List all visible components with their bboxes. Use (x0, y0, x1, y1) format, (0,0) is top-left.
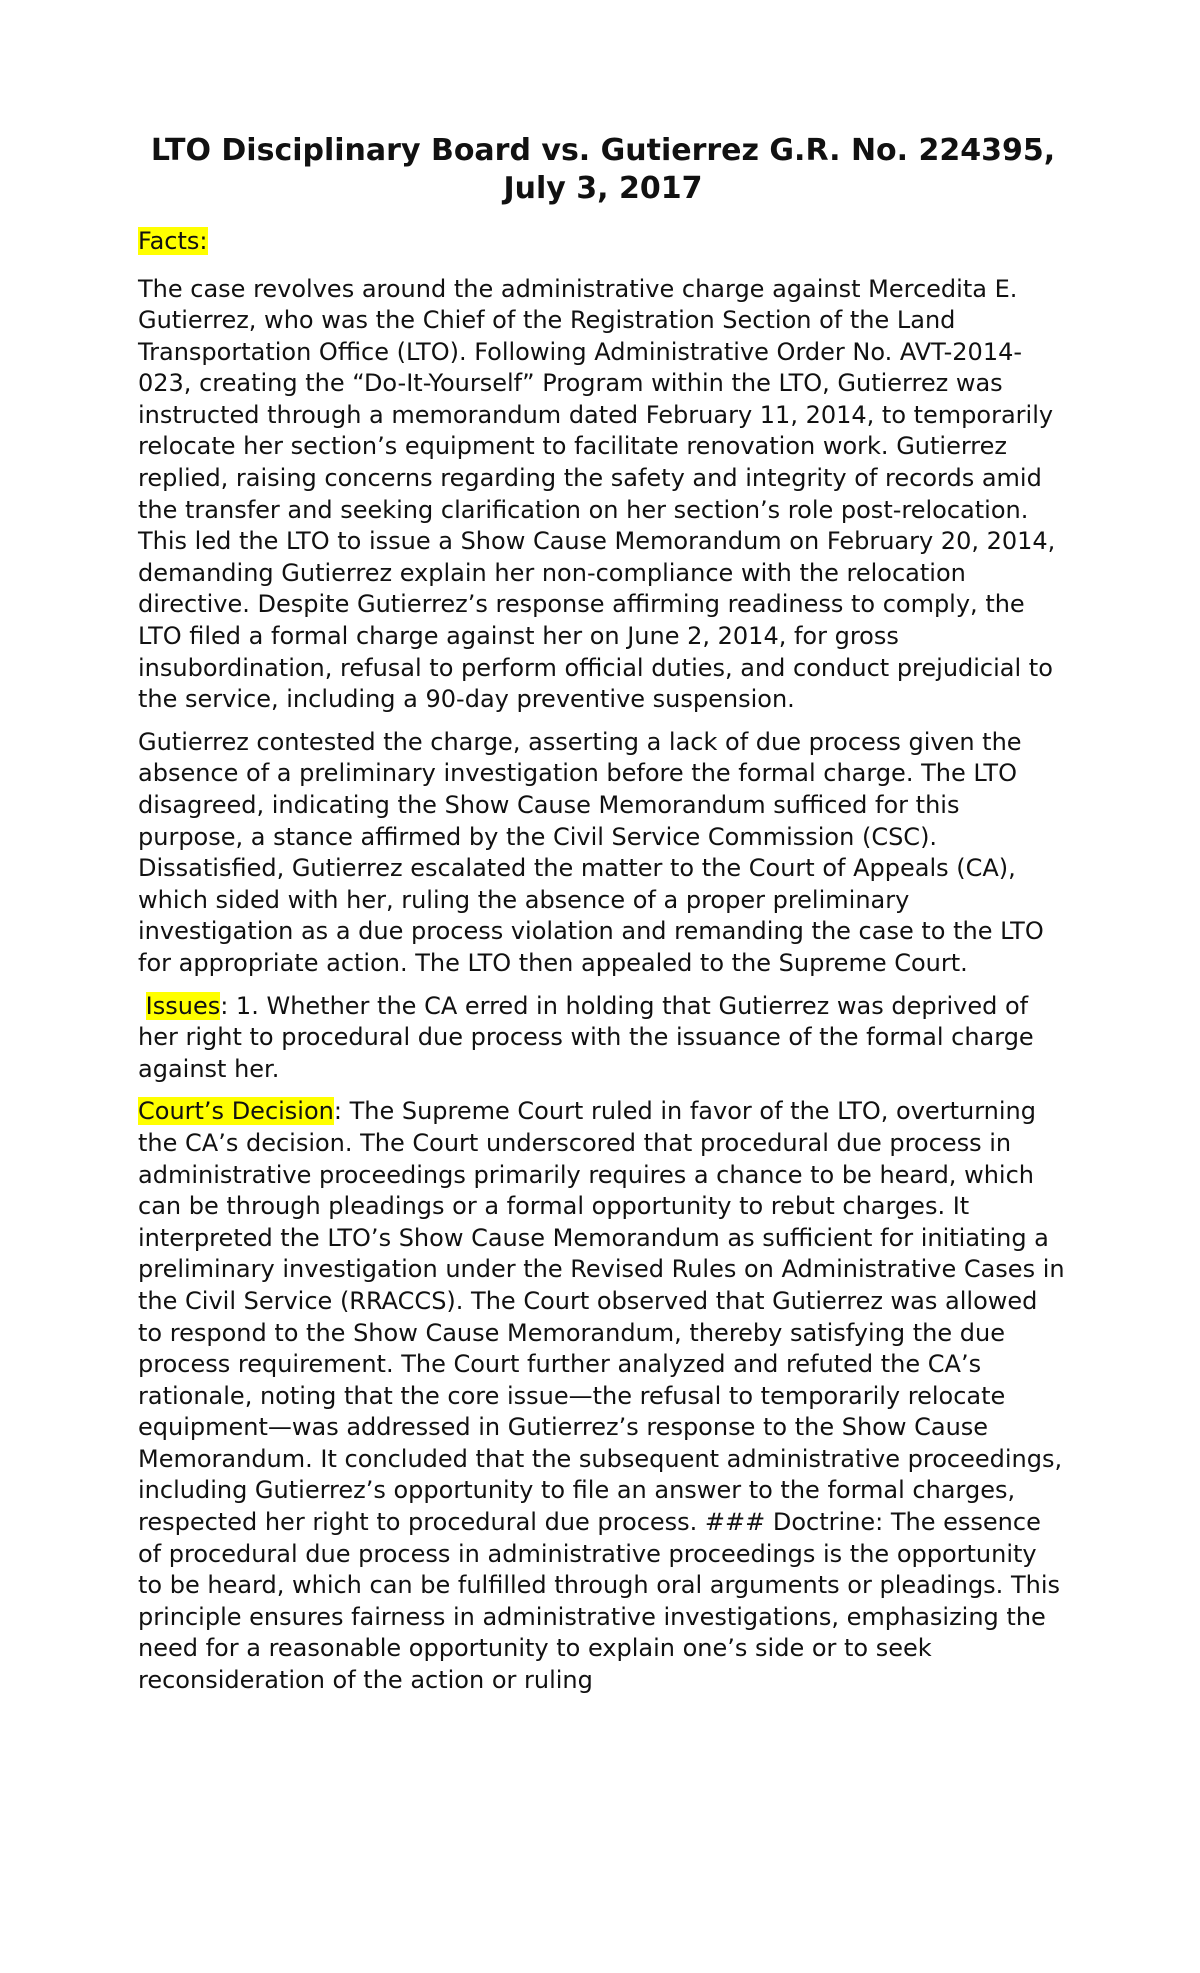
decision-text: : The Supreme Court ruled in favor of the LTO, overturning the CA’s decision. The Court underscored that procedural due process in administrative proceedings primarily requires a chance to be heard, which can be through pleadings or a formal opportunity to rebut charges. It interpreted the LTO’s Show Cause Memorandum as sufficient for initiating a preliminary investigation under the Revised Rules on Administrative Cases in the Civil Service (RRACCS). The Court observed that Gutierrez was allowed to respond to the Show Cause Memorandum, thereby satisfying the due process requirement. The Court further analyzed and refuted the CA’s rationale, noting that the core issue—the refusal to temporarily relocate equipment—was addressed in Gutierrez’s response to the Show Cause Memorandum. It concluded that the subsequent administrative proceedings, including Gutierrez’s opportunity to file an answer to the formal charges, respected her right to procedural due process. ### Doctrine: The essence of procedural due process in administrative proceedings is the opportunity to be heard, which can be fulfilled through oral arguments or pleadings. This principle ensures fairness in administrative investigations, emphasizing the need for a reasonable opportunity to explain one’s side or to seek reconsideration of the action or ruling (138, 1097, 1065, 1695)
document-title: LTO Disciplinary Board vs. Gutierrez G.R. No. 224395, July 3, 2017 (150, 133, 1056, 206)
decision-label: Court’s Decision (138, 1097, 334, 1126)
document-page (138, 132, 1068, 1708)
facts-heading (138, 226, 1068, 258)
issues-label: Issues (145, 991, 221, 1020)
facts-label: Facts: (138, 227, 208, 255)
facts-paragraph-2: Gutierrez contested the charge, asserting a lack of due process given the absence of a preliminary investigation before the formal charge. The LTO disagreed, indicating the Show Cause Memorandum sufficed for this purpose, a stance affirmed by the Civil Service Commission (CSC). Dissatisfied, Gutierrez escalated the matter to the Court of Appeals (CA), which sided with her, ruling the absence of a proper preliminary investigation as a due process violation and remanding the case to the LTO for appropriate action. The LTO then appealed to the Supreme Court. (138, 727, 1044, 977)
issues-paragraph (138, 991, 1068, 1086)
facts-paragraph-1: The case revolves around the administrative charge against Mercedita E. Gutierrez, who was the Chief of the Registration Section of the Land Transportation Office (LTO). Following Administrative Order No. AVT-2014-023, creating the “Do-It-Yourself” Program within the LTO, Gutierrez was instructed through a memorandum dated February 11, 2014, to temporarily relocate her section’s equipment to facilitate renovation work. Gutierrez replied, raising concerns regarding the safety and integrity of records amid the transfer and seeking clarification on her section’s role post-relocation. This led the LTO to issue a Show Cause Memorandum on February 20, 2014, demanding Gutierrez explain her non-compliance with the relocation directive. Despite Gutierrez’s response affirming readiness to comply, the LTO filed a formal charge against her on June 2, 2014, for gross insubordination, refusal to perform official duties, and conduct prejudicial to the service, including a 90-day preventive suspension. (138, 274, 1056, 714)
issues-text: : 1. Whether the CA erred in holding that Gutierrez was deprived of her right to procedural due process with the issuance of the formal charge against her. (138, 991, 1034, 1083)
decision-paragraph (138, 1096, 1068, 1696)
